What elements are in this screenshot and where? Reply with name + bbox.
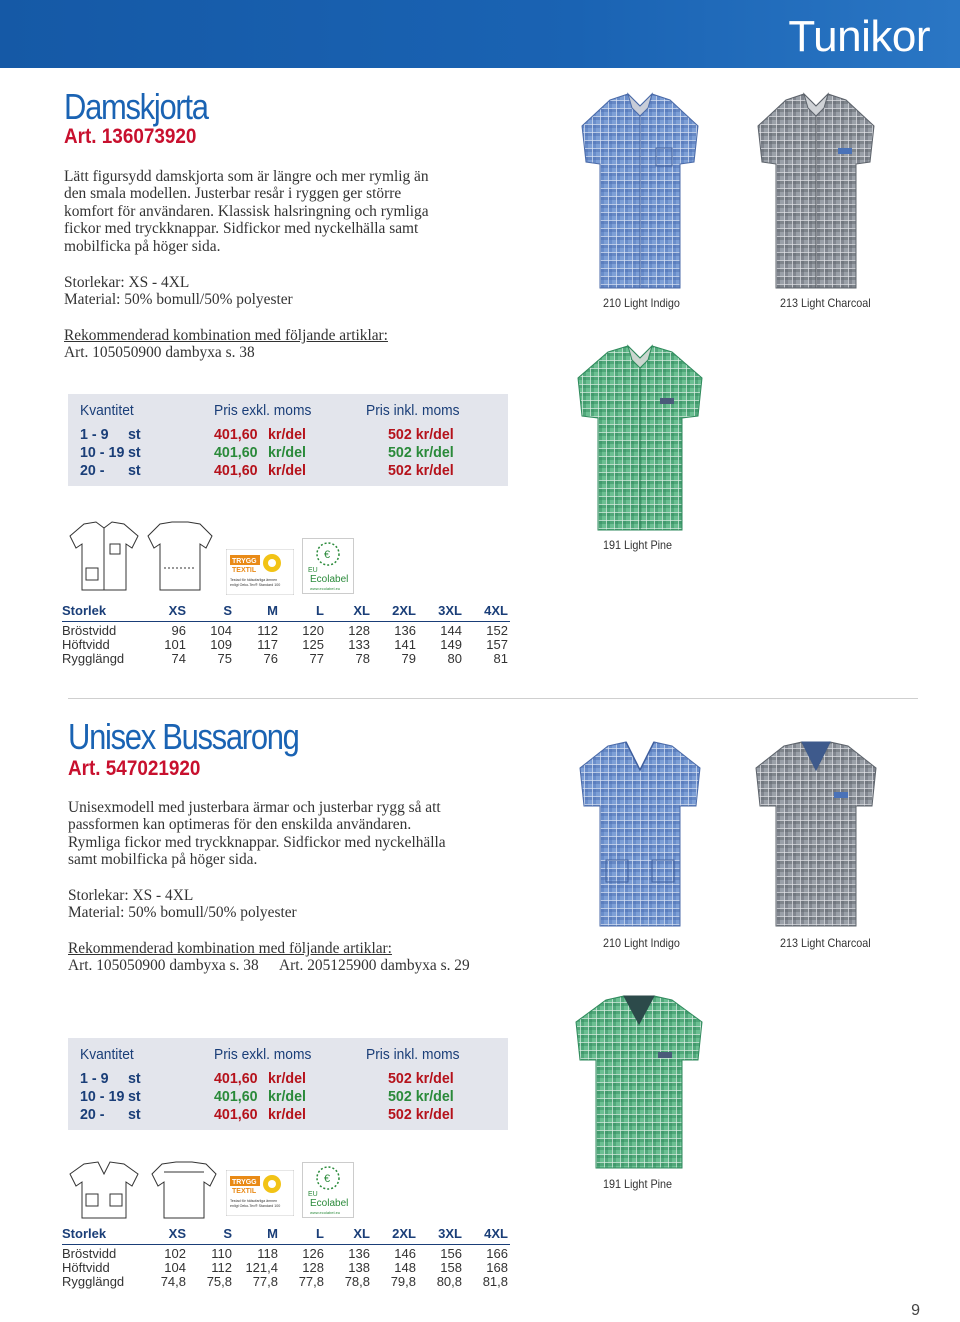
trygg-line2: TEXTIL <box>232 567 257 574</box>
size-header: L <box>316 603 324 618</box>
measure-value: 79,8 <box>390 1274 416 1289</box>
size-row <box>62 651 510 665</box>
price-excl: 401,60 <box>214 1070 258 1087</box>
header-bar <box>0 0 960 68</box>
product1-price-table <box>68 394 508 486</box>
measure-value: 109 <box>210 637 232 652</box>
size-header-label: Storlek <box>62 603 107 618</box>
measure-value: 77 <box>309 651 324 666</box>
color-label: 210 Light Indigo <box>603 936 680 950</box>
measure-value: 136 <box>394 623 416 638</box>
measure-value: 158 <box>440 1260 462 1275</box>
measure-value: 96 <box>171 623 186 638</box>
price-row <box>68 1106 508 1124</box>
size-header: 3XL <box>438 603 462 618</box>
product2-flat-sketch <box>64 1160 218 1222</box>
measure-value: 168 <box>486 1260 508 1275</box>
measure-value: 78,8 <box>344 1274 370 1289</box>
price-row <box>68 426 508 444</box>
price-excl-unit: kr/del <box>268 426 307 443</box>
product2-sizes: Storlekar: XS - 4XL <box>68 887 194 904</box>
measure-value: 128 <box>302 1260 324 1275</box>
measure-value: 110 <box>211 1246 232 1261</box>
measure-value: 128 <box>348 623 370 638</box>
size-header: XS <box>168 603 186 618</box>
measure-value: 80 <box>447 651 462 666</box>
price-incl: 502 kr/del <box>388 1088 454 1105</box>
product1-combo-title: Rekommenderad kombination med följande artiklar: <box>64 327 388 344</box>
measure-value: 152 <box>486 623 508 638</box>
euro-icon: € <box>324 549 331 561</box>
desc-line: den smala modellen. Justerbar resår i ryggen ger större <box>64 185 402 203</box>
page-number: 9 <box>911 1302 920 1319</box>
desc-line: Lätt figursydd damskjorta som är längre och mer rymlig än <box>64 168 429 185</box>
measure-value: 146 <box>394 1246 416 1261</box>
measure-value: 104 <box>210 623 232 638</box>
trygg-sub1: Testad för hälsofarliga ämnen <box>230 1199 278 1203</box>
trygg-line2: TEXTIL <box>232 1188 257 1195</box>
measure-value: 117 <box>257 637 278 652</box>
product1-material: Material: 50% bomull/50% polyester <box>64 291 293 308</box>
trygg-sub2: enligt Oeko-Tex® Standard 100 <box>230 583 281 587</box>
size-header: 4XL <box>484 603 508 618</box>
desc-line: samt mobilficka på höger sida. <box>68 851 258 869</box>
eco-eu: EU <box>308 1191 318 1198</box>
header-price-incl: Pris inkl. moms <box>366 1046 460 1063</box>
price-excl-unit: kr/del <box>268 1070 307 1087</box>
product2-size-table <box>62 1226 510 1288</box>
qty: 20 - <box>80 462 105 479</box>
qty: 20 - <box>80 1106 105 1123</box>
measure-value: 148 <box>394 1260 416 1275</box>
price-excl: 401,60 <box>214 1106 258 1123</box>
size-header: XL <box>353 1226 370 1241</box>
desc-line: Rymliga fickor med tryckknappar. Sidfickor med nyckelhälla <box>68 833 446 851</box>
product2-tunic-charcoal <box>752 740 880 930</box>
measure-value: 104 <box>164 1260 186 1275</box>
product1-eu-ecolabel <box>302 538 354 594</box>
section-divider <box>68 698 918 699</box>
price-row <box>68 1070 508 1088</box>
price-incl: 502 kr/del <box>388 1106 454 1123</box>
measure-value: 157 <box>486 637 508 652</box>
measure-value: 75,8 <box>206 1274 232 1289</box>
measure-value: 112 <box>257 623 278 638</box>
measure-value: 77,8 <box>298 1274 324 1289</box>
product2-title: Unisex Bussarong <box>68 716 299 757</box>
qty: 1 - 9 <box>80 1070 109 1087</box>
qty-unit: st <box>128 444 141 461</box>
eco-eu: EU <box>308 567 318 574</box>
price-excl-unit: kr/del <box>268 1106 307 1123</box>
product1-size-table <box>62 603 510 665</box>
measure-value: 81,8 <box>482 1274 508 1289</box>
trygg-sub1: Testad för hälsofarliga ämnen <box>230 578 278 582</box>
color-label: 210 Light Indigo <box>603 296 680 310</box>
header-price-incl: Pris inkl. moms <box>366 402 460 419</box>
price-header-row <box>68 402 508 420</box>
eco-url: www.ecolabel.eu <box>310 586 341 591</box>
measure-value: 166 <box>486 1246 508 1261</box>
measure-value: 149 <box>440 637 462 652</box>
product1-shirt-pine <box>574 344 706 534</box>
page-category-title: Tunikor <box>788 12 930 61</box>
product2-price-table <box>68 1038 508 1130</box>
color-label: 213 Light Charcoal <box>780 296 871 310</box>
measure-value: 101 <box>164 637 186 652</box>
measure-value: 74,8 <box>160 1274 186 1289</box>
price-row <box>68 1088 508 1106</box>
price-incl: 502 kr/del <box>388 462 454 479</box>
qty: 10 - 19 <box>80 444 125 461</box>
product2-description <box>68 799 478 869</box>
measure-value: 102 <box>164 1246 186 1261</box>
size-row <box>62 623 510 637</box>
size-table-divider <box>62 1244 510 1245</box>
product2-combo-item: Art. 105050900 dambyxa s. 38 <box>68 957 259 974</box>
size-header: S <box>223 603 232 618</box>
size-header: 2XL <box>392 603 416 618</box>
measure-label: Höftvidd <box>62 637 110 652</box>
product1-combo-items: Art. 105050900 dambyxa s. 38 <box>64 344 255 361</box>
measure-value: 75 <box>217 651 232 666</box>
header-quantity: Kvantitet <box>80 1046 134 1063</box>
size-row <box>62 1274 510 1288</box>
price-excl-unit: kr/del <box>268 444 307 461</box>
measure-label: Rygglängd <box>62 1274 125 1289</box>
price-excl: 401,60 <box>214 462 258 479</box>
eco-url: www.ecolabel.eu <box>310 1210 341 1215</box>
product1-flat-sketch <box>64 520 214 596</box>
product2-tunic-pine <box>572 994 706 1172</box>
color-label: 191 Light Pine <box>603 538 673 552</box>
size-row <box>62 637 510 651</box>
product1-title: Damskjorta <box>64 86 208 127</box>
measure-value: 118 <box>257 1246 278 1261</box>
measure-value: 125 <box>302 637 324 652</box>
size-header: 4XL <box>484 1226 508 1241</box>
product2-art-number: Art. 547021920 <box>68 757 201 780</box>
size-header: S <box>223 1226 232 1241</box>
header-price-excl: Pris exkl. moms <box>214 1046 312 1063</box>
eco-name: Ecolabel <box>310 1198 349 1209</box>
eco-name: Ecolabel <box>310 574 349 585</box>
desc-line: komfort för användaren. Klassisk halsringning och rymliga <box>64 202 429 220</box>
qty: 1 - 9 <box>80 426 109 443</box>
product1-trygg-textil-badge <box>226 549 294 595</box>
measure-value: 121,4 <box>245 1260 278 1275</box>
measure-value: 136 <box>348 1246 370 1261</box>
measure-value: 76 <box>263 651 278 666</box>
size-table-divider <box>62 621 510 622</box>
price-excl: 401,60 <box>214 426 258 443</box>
measure-value: 77,8 <box>252 1274 278 1289</box>
desc-line: Unisexmodell med justerbara ärmar och justerbar rygg så att <box>68 799 441 816</box>
price-row <box>68 462 508 480</box>
desc-line: passformen kan optimeras för den enskilda användaren. <box>68 816 412 834</box>
product1-description <box>64 168 464 255</box>
product2-eu-ecolabel <box>302 1162 354 1218</box>
size-row <box>62 1260 510 1274</box>
trygg-line1: TRYGG <box>232 1179 257 1186</box>
price-excl-unit: kr/del <box>268 462 307 479</box>
qty-unit: st <box>128 462 141 479</box>
color-label: 213 Light Charcoal <box>780 936 871 950</box>
measure-value: 126 <box>302 1246 324 1261</box>
measure-value: 138 <box>348 1260 370 1275</box>
price-excl: 401,60 <box>214 1088 258 1105</box>
trygg-line1: TRYGG <box>232 558 257 565</box>
measure-value: 156 <box>440 1246 462 1261</box>
qty-unit: st <box>128 1106 141 1123</box>
product2-trygg-textil-badge <box>226 1170 294 1216</box>
measure-value: 78 <box>355 651 370 666</box>
qty: 10 - 19 <box>80 1088 125 1105</box>
size-header: M <box>267 1226 278 1241</box>
product1-shirt-charcoal <box>752 92 880 292</box>
measure-value: 144 <box>440 623 462 638</box>
measure-value: 112 <box>211 1260 232 1275</box>
measure-value: 133 <box>348 637 370 652</box>
price-header-row <box>68 1046 508 1064</box>
size-header: XL <box>353 603 370 618</box>
measure-label: Höftvidd <box>62 1260 110 1275</box>
price-excl: 401,60 <box>214 444 258 461</box>
product2-combo-item: Art. 205125900 dambyxa s. 29 <box>279 957 470 974</box>
price-incl: 502 kr/del <box>388 444 454 461</box>
desc-line: fickor med tryckknappar. Sidfickor med nyckelhälla samt <box>64 220 419 238</box>
size-header-row <box>62 1226 510 1244</box>
product1-art-number: Art. 136073920 <box>64 125 197 148</box>
measure-label: Bröstvidd <box>62 623 117 638</box>
header-price-excl: Pris exkl. moms <box>214 402 312 419</box>
measure-label: Rygglängd <box>62 651 125 666</box>
desc-line: mobilficka på höger sida. <box>64 237 221 255</box>
price-excl-unit: kr/del <box>268 1088 307 1105</box>
size-header-label: Storlek <box>62 1226 107 1241</box>
size-header: M <box>267 603 278 618</box>
color-label: 191 Light Pine <box>603 1177 673 1191</box>
qty-unit: st <box>128 1070 141 1087</box>
qty-unit: st <box>128 426 141 443</box>
measure-value: 74 <box>171 651 186 666</box>
size-header: 3XL <box>438 1226 462 1241</box>
measure-value: 141 <box>394 637 416 652</box>
product2-tunic-indigo <box>576 740 704 930</box>
trygg-sub2: enligt Oeko-Tex® Standard 100 <box>230 1204 281 1208</box>
product1-sizes: Storlekar: XS - 4XL <box>64 274 190 291</box>
price-incl: 502 kr/del <box>388 1070 454 1087</box>
qty-unit: st <box>128 1088 141 1105</box>
measure-value: 80,8 <box>436 1274 462 1289</box>
measure-value: 81 <box>493 651 508 666</box>
size-header: XS <box>168 1226 186 1241</box>
price-row <box>68 444 508 462</box>
product2-material: Material: 50% bomull/50% polyester <box>68 904 297 921</box>
size-header-row <box>62 603 510 621</box>
measure-value: 120 <box>302 623 324 638</box>
euro-icon: € <box>324 1173 331 1185</box>
product1-shirt-indigo <box>576 92 704 292</box>
header-quantity: Kvantitet <box>80 402 134 419</box>
size-header: L <box>316 1226 324 1241</box>
product2-combo-title: Rekommenderad kombination med följande artiklar: <box>68 940 392 957</box>
price-incl: 502 kr/del <box>388 426 454 443</box>
measure-value: 79 <box>401 651 416 666</box>
size-header: 2XL <box>392 1226 416 1241</box>
measure-label: Bröstvidd <box>62 1246 117 1261</box>
size-row <box>62 1246 510 1260</box>
